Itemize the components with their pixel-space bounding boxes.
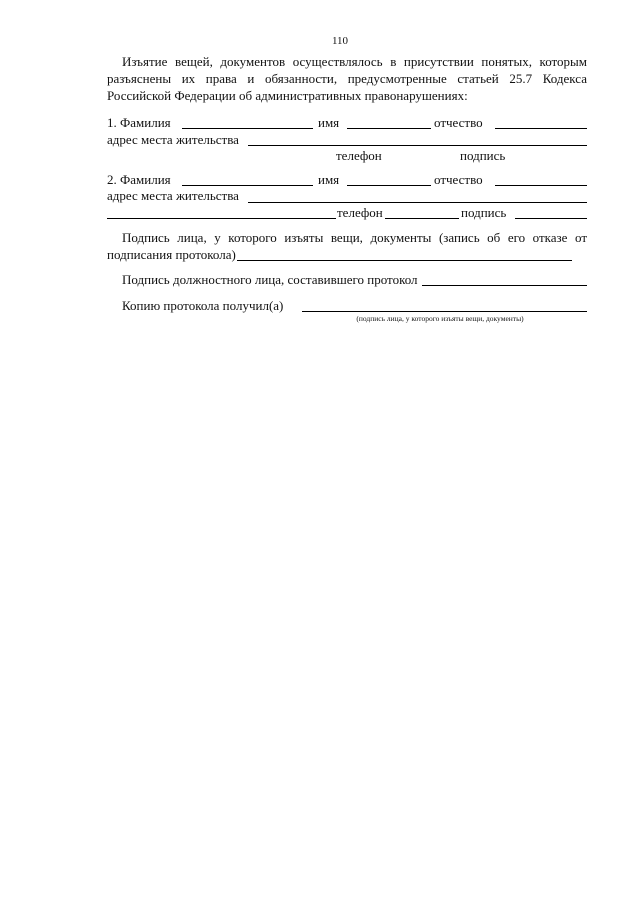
witness-1-phone-label: телефон <box>336 148 382 163</box>
witness-2-phone-label: телефон <box>337 205 383 220</box>
witness-1-name-field <box>347 128 431 129</box>
witness-2-name-field <box>347 185 431 186</box>
witness-1-surname-field <box>182 128 313 129</box>
intro-line: Российской Федерации об административных правонарушениях: <box>107 88 468 103</box>
witness-1-surname-label: 1. Фамилия <box>107 115 171 130</box>
copy-received-caption: (подпись лица, у которого изъяты вещи, документы) <box>356 314 524 323</box>
witness-1-address-label: адрес места жительства <box>107 132 239 147</box>
witness-2-address-field <box>248 202 587 203</box>
witness-2-phone-field <box>385 218 459 219</box>
seized-signature-text: Подпись лица, у которого изъяты вещи, документы (запись об его отказе от <box>122 230 587 245</box>
witness-1-patronymic-field <box>495 128 587 129</box>
witness-2-signature-field <box>515 218 587 219</box>
witness-1-signature-label: подпись <box>460 148 506 163</box>
witness-2-address-field-continued <box>107 218 336 219</box>
witness-1-address-field <box>248 145 587 146</box>
witness-2-patronymic-label: отчество <box>434 172 483 187</box>
seized-signature-field <box>237 260 572 261</box>
page-number: 110 <box>331 35 349 47</box>
witness-2-patronymic-field <box>495 185 587 186</box>
intro-line: Изъятие вещей, документов осуществлялось в присутствии понятых, которым <box>122 54 587 69</box>
witness-2-surname-label: 2. Фамилия <box>107 172 171 187</box>
official-signature-field <box>422 285 587 286</box>
witness-2-address-label: адрес места жительства <box>107 188 239 203</box>
official-signature-label: Подпись должностного лица, составившего протокол <box>122 272 418 287</box>
intro-line: разъяснены их права и обязанности, предусмотренные статьей 25.7 Кодекса <box>107 71 587 86</box>
witness-1-name-label: имя <box>318 115 340 130</box>
witness-2-name-label: имя <box>318 172 340 187</box>
witness-2-signature-label: подпись <box>461 205 507 220</box>
witness-2-surname-field <box>182 185 313 186</box>
seized-signature-text: подписания протокола) <box>107 247 236 262</box>
copy-received-signature-field <box>302 311 587 312</box>
witness-1-patronymic-label: отчество <box>434 115 483 130</box>
copy-received-label: Копию протокола получил(а) <box>122 298 284 313</box>
